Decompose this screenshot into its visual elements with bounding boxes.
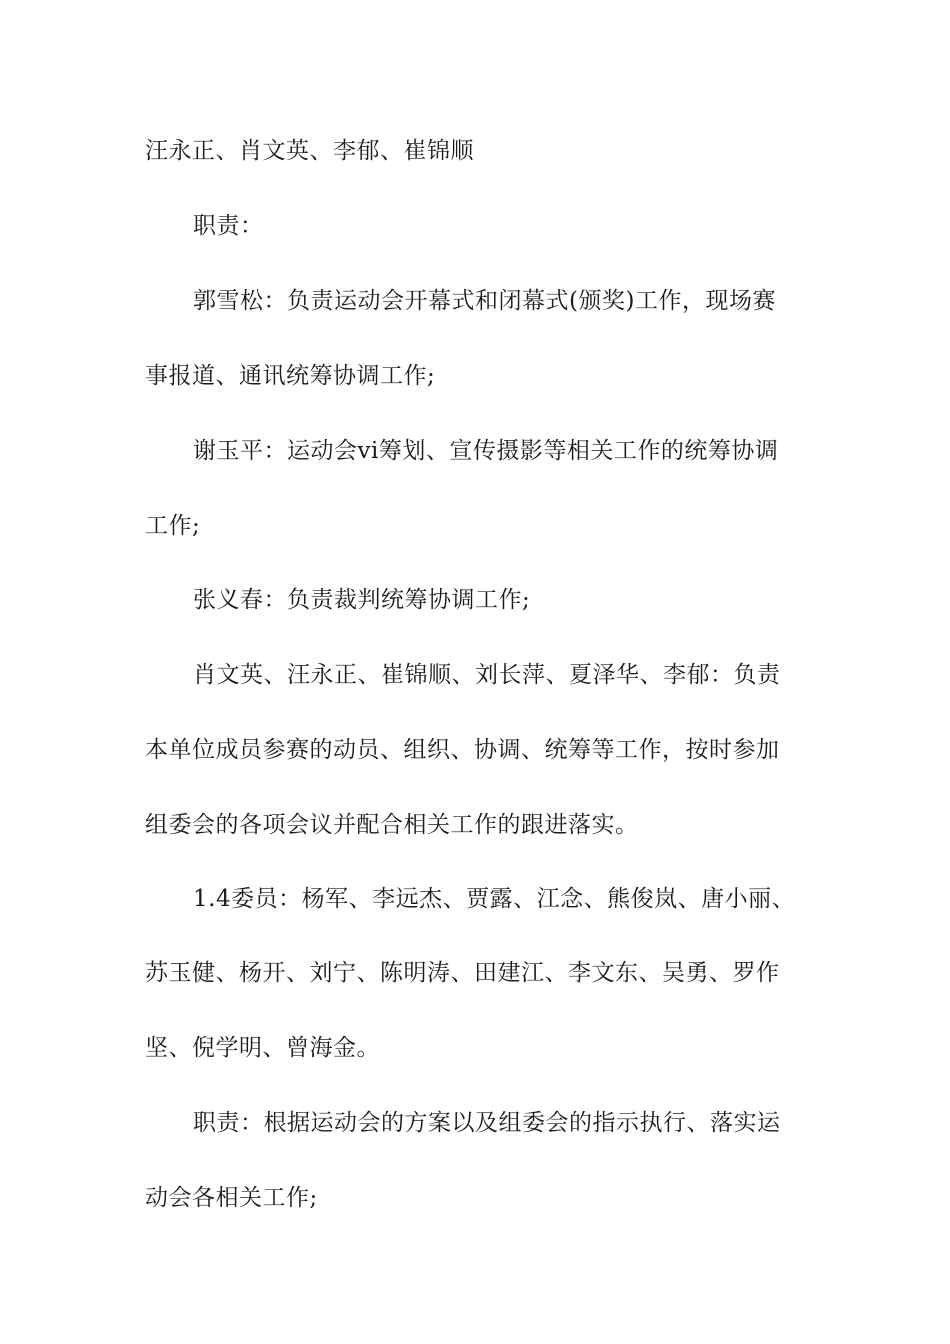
- text-line: 肖文英、汪永正、崔锦顺、刘长萍、夏泽华、李郁：负责: [193, 662, 781, 688]
- text-line: 郭雪松：负责运动会开幕式和闭幕式(颁奖)工作，现场赛: [193, 288, 776, 314]
- text-line: 组委会的各项会议并配合相关工作的跟进落实。: [145, 812, 639, 838]
- text-line: 职责：: [193, 213, 264, 239]
- text-line: 工作;: [145, 513, 201, 539]
- text-line: 谢玉平：运动会vi筹划、宣传摄影等相关工作的统筹协调: [193, 438, 779, 464]
- text-line: 汪永正、肖文英、李郁、崔锦顺: [145, 138, 474, 164]
- text-line: 苏玉健、杨开、刘宁、陈明涛、田建江、李文东、吴勇、罗作: [145, 960, 780, 986]
- text-line: 职责：根据运动会的方案以及组委会的指示执行、落实运: [193, 1110, 781, 1136]
- text-line: 事报道、通讯统筹协调工作;: [145, 363, 436, 389]
- text-line: 1.4委员：杨军、李远杰、贾露、江念、熊俊岚、唐小丽、: [193, 886, 796, 912]
- text-line: 本单位成员参赛的动员、组织、协调、统筹等工作，按时参加: [145, 737, 780, 763]
- text-line: 坚、倪学明、曾海金。: [145, 1035, 380, 1061]
- text-line: 动会各相关工作;: [145, 1185, 318, 1211]
- text-line: 张义春：负责裁判统筹协调工作;: [193, 587, 531, 613]
